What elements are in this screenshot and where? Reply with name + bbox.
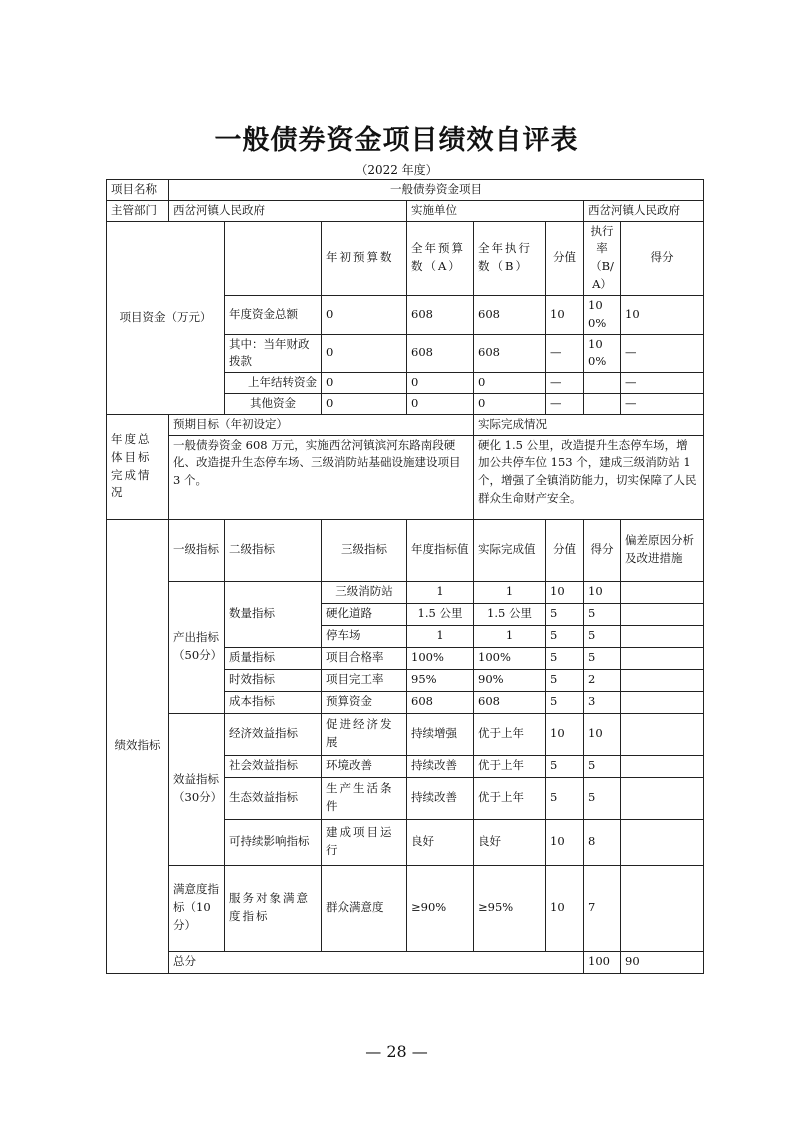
indicator-note [621,625,704,647]
perf-header: 三级指标 [322,519,407,581]
indicator-actual: 良好 [474,819,546,865]
indicator-got: 5 [584,777,621,819]
indicator-actual: 100% [474,647,546,669]
indicator-target: 1 [407,625,474,647]
dept-label: 主管部门 [107,200,169,221]
funds-header: 得分 [621,221,704,295]
impl-label: 实施单位 [407,200,584,221]
indicator-got: 5 [584,647,621,669]
indicator-target: 持续改善 [407,777,474,819]
indicator-target: 持续改善 [407,755,474,777]
indicator-name: 项目合格率 [322,647,407,669]
indicator-name: 生产生活条件 [322,777,407,819]
indicator-actual: 优于上年 [474,713,546,755]
indicator-note [621,777,704,819]
indicator-name: 促进经济发展 [322,713,407,755]
funds-cell: 0 [474,373,546,394]
indicator-name: 硬化道路 [322,603,407,625]
funds-cell: 0 [322,334,407,373]
indicator-score: 5 [546,603,584,625]
indicator-got: 7 [584,865,621,951]
indicator-score: 5 [546,647,584,669]
indicator-name: 项目完工率 [322,669,407,691]
indicator-got: 3 [584,691,621,713]
funds-cell: 10 [546,295,584,334]
indicator-note [621,603,704,625]
goal-expected-text: 一般债券资金 608 万元，实施西岔河镇滨河东路南段硬化、改造提升生态停车场、三级消防站基础设施建设项目 3 个。 [169,435,474,519]
dept-value: 西岔河镇人民政府 [169,200,407,221]
funds-row-label: 其中：当年财政拨款 [225,334,322,373]
indicator-target: 1.5 公里 [407,603,474,625]
funds-cell: 100% [584,295,621,334]
funds-row-label: 年度资金总额 [225,295,322,334]
funds-cell: — [546,393,584,414]
goal-actual-text: 硬化 1.5 公里，改造提升生态停车场，增加公共停车位 153 个，建成三级消防站 1 个，增强了全镇消防能力，切实保障了人民群众生命财产安全。 [474,435,704,519]
indicator-name: 预算资金 [322,691,407,713]
indicator-note [621,713,704,755]
indicator-note [621,581,704,603]
goal-actual-label: 实际完成情况 [474,414,704,435]
indicator-got: 5 [584,755,621,777]
funds-cell: 0 [474,393,546,414]
performance-table [106,179,704,974]
funds-row-label: 上年结转资金 [225,373,322,394]
indicator-target: 良好 [407,819,474,865]
funds-cell: — [546,373,584,394]
perf-header: 二级指标 [225,519,322,581]
total-label: 总分 [169,951,584,973]
indicator-actual: ≥95% [474,865,546,951]
satisfaction-sub-label: 服务对象满意度指标 [225,865,322,951]
perf-header: 分值 [546,519,584,581]
quality-indicator-label: 质量指标 [225,647,322,669]
indicator-target: 100% [407,647,474,669]
indicator-actual: 1 [474,581,546,603]
indicator-got: 10 [584,713,621,755]
indicator-target: 持续增强 [407,713,474,755]
funds-cell: — [621,373,704,394]
indicator-score: 10 [546,865,584,951]
funds-cell: 608 [407,295,474,334]
benefit-indicator-label: 效益指标（30分） [169,713,225,865]
document-year: （2022 年度） [355,163,438,177]
indicator-got: 8 [584,819,621,865]
perf-header: 一级指标 [169,519,225,581]
indicator-note [621,647,704,669]
quantity-indicator-label: 数量指标 [225,581,322,647]
impl-value: 西岔河镇人民政府 [584,200,704,221]
indicator-score: 5 [546,777,584,819]
funds-label: 项目资金（万元） [107,221,225,414]
project-name-value: 一般债券资金项目 [169,180,704,201]
indicator-got: 2 [584,669,621,691]
benefit-sub-label: 经济效益指标 [225,713,322,755]
timeliness-indicator-label: 时效指标 [225,669,322,691]
indicator-name: 群众满意度 [322,865,407,951]
funds-row-label: 其他资金 [225,393,322,414]
indicator-actual: 1 [474,625,546,647]
goal-expected-label: 预期目标（年初设定） [169,414,474,435]
funds-cell: — [621,393,704,414]
goal-label: 年度总体目标完成情况 [107,414,169,519]
funds-header: 全年预算数（A） [407,221,474,295]
indicator-note [621,669,704,691]
funds-cell: 0 [322,295,407,334]
funds-cell: — [546,334,584,373]
funds-header: 全年执行数（B） [474,221,546,295]
funds-header: 年初预算数 [322,221,407,295]
funds-cell: 10 [621,295,704,334]
funds-header: 分值 [546,221,584,295]
total-got: 90 [621,951,704,973]
benefit-sub-label: 可持续影响指标 [225,819,322,865]
indicator-got: 5 [584,625,621,647]
output-indicator-label: 产出指标（50分） [169,581,225,713]
indicator-actual: 1.5 公里 [474,603,546,625]
project-name-label: 项目名称 [107,180,169,201]
funds-cell [584,393,621,414]
indicator-target: 95% [407,669,474,691]
indicator-name: 建成项目运行 [322,819,407,865]
indicator-name: 环境改善 [322,755,407,777]
indicator-target: 608 [407,691,474,713]
perf-header: 实际完成值 [474,519,546,581]
benefit-sub-label: 社会效益指标 [225,755,322,777]
indicator-score: 10 [546,819,584,865]
indicator-score: 5 [546,691,584,713]
funds-cell: 608 [474,295,546,334]
document-title: 一般债券资金项目绩效自评表 [214,125,579,156]
indicator-score: 10 [546,581,584,603]
funds-header: 执行率（B/A） [584,221,621,295]
indicator-score: 10 [546,713,584,755]
satisfaction-indicator-label: 满意度指标（10分） [169,865,225,951]
indicator-note [621,865,704,951]
indicator-score: 5 [546,669,584,691]
funds-header-blank [225,221,322,295]
indicator-note [621,819,704,865]
indicator-target: ≥90% [407,865,474,951]
indicator-note [621,755,704,777]
perf-label: 绩效指标 [107,519,169,973]
indicator-actual: 608 [474,691,546,713]
funds-cell: 0 [407,393,474,414]
indicator-score: 5 [546,755,584,777]
funds-cell: 608 [474,334,546,373]
indicator-actual: 优于上年 [474,755,546,777]
funds-cell: 608 [407,334,474,373]
indicator-actual: 90% [474,669,546,691]
funds-cell: — [621,334,704,373]
cost-indicator-label: 成本指标 [225,691,322,713]
funds-cell [584,373,621,394]
perf-header: 年度指标值 [407,519,474,581]
perf-header: 偏差原因分析及改进措施 [621,519,704,581]
perf-header: 得分 [584,519,621,581]
page-number: — 28 — [365,1042,428,1061]
funds-cell: 100% [584,334,621,373]
benefit-sub-label: 生态效益指标 [225,777,322,819]
indicator-name: 三级消防站 [322,581,407,603]
funds-cell: 0 [322,393,407,414]
indicator-note [621,691,704,713]
indicator-got: 5 [584,603,621,625]
indicator-got: 10 [584,581,621,603]
funds-cell: 0 [322,373,407,394]
total-score: 100 [584,951,621,973]
indicator-score: 5 [546,625,584,647]
funds-cell: 0 [407,373,474,394]
indicator-target: 1 [407,581,474,603]
indicator-name: 停车场 [322,625,407,647]
indicator-actual: 优于上年 [474,777,546,819]
